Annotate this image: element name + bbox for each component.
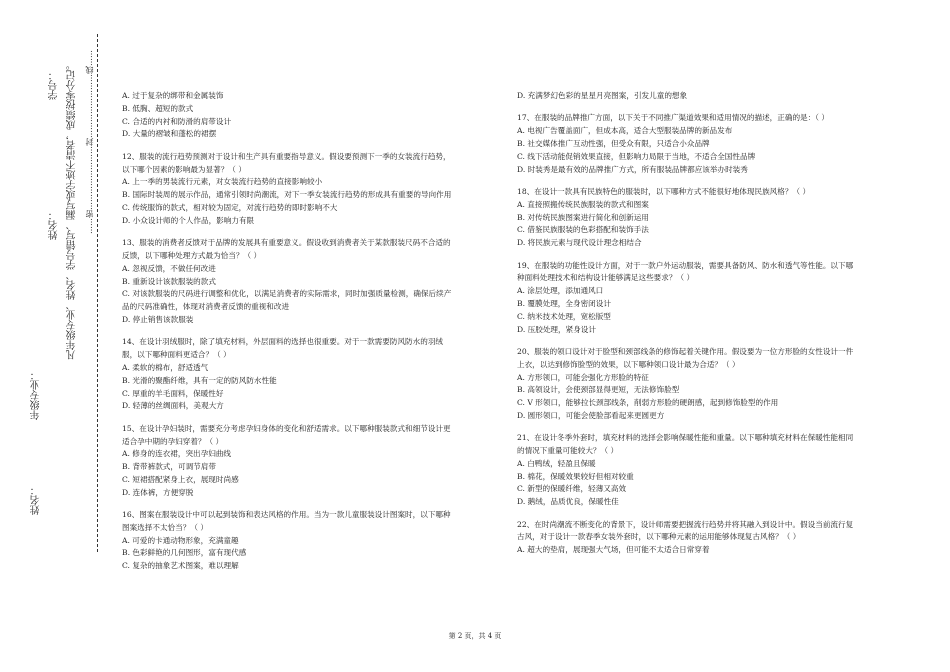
question-block	[122, 90, 452, 141]
answer-option: A. 超大的垫肩，展现强大气场，但可能不太适合日常穿着	[517, 545, 710, 555]
answer-option: C. 合适的内衬和防滑的肩带设计	[122, 116, 232, 126]
binding-notice: 凡年级专业、姓名、学号错写、漏写或字迹不清者，成绩按零分记。	[67, 60, 78, 360]
answer-option: D. 充满梦幻色彩的星星月亮图案，引发儿童的想象	[517, 91, 688, 100]
question-block	[122, 336, 452, 413]
name-label: 姓名：	[31, 485, 42, 515]
answer-option: B. 覆膜处理，全身密闭设计	[517, 298, 611, 308]
question-block	[517, 346, 855, 423]
answer-option: C. V 形领口，能够拉长颈部线条，削弱方形脸的硬朗感，起到修饰脸型的作用	[517, 398, 779, 408]
name-label-2: 姓名：	[49, 210, 60, 240]
answer-option: A. 电视广告覆盖面广，但成本高，适合大型服装品牌的新品发布	[517, 126, 733, 136]
question-stem: 15、在设计孕妇装时，需要充分考虑孕妇身体的变化和舒适需求。以下哪种服装款式和细节设计更适合孕中期的孕妇穿着？（ ）	[122, 423, 451, 446]
answer-option: D. 将民族元素与现代设计理念相结合	[517, 238, 642, 248]
question-stem: 21、在设计冬季外套时，填充材料的选择会影响保暖性能和重量。以下哪种填充材料在保暖性能相同的情况下重量可能较大？（ ）	[517, 433, 854, 456]
answer-option: D. 鹅绒，品质优良，保暖性佳	[517, 497, 619, 507]
binding-dash-line	[97, 34, 98, 552]
answer-option: C. 传统服饰的款式，相对较为固定，对流行趋势的即时影响不大	[122, 202, 338, 212]
answer-option: C. 纳米技术处理，宽松版型	[517, 311, 611, 321]
answer-option: A. 白鸭绒，轻盈且保暖	[517, 458, 596, 468]
question-block	[122, 237, 452, 327]
answer-option: A. 方形领口，可能会强化方形脸的特征	[517, 372, 649, 382]
answer-option: A. 过于复杂的绑带和金属装饰	[122, 91, 224, 100]
answer-option: B. 棉花，保暖效果较好但相对较重	[517, 471, 634, 481]
question-block	[517, 519, 855, 557]
answer-option: C. 借鉴民族服装的色彩搭配和装饰手法	[517, 225, 649, 235]
answer-option: D. 轻薄的丝绸面料，美观大方	[122, 401, 224, 411]
binding-margin	[30, 30, 110, 590]
question-block	[517, 260, 855, 337]
answer-option: A. 柔软的棉布，舒适透气	[122, 362, 209, 372]
answer-option: D. 大量的褶皱和蓬松的裙摆	[122, 129, 217, 139]
answer-option: B. 低胸、超短的款式	[122, 103, 194, 113]
answer-option: A. 忽视反馈，不做任何改进	[122, 263, 216, 273]
answer-option: B. 对传统民族图案进行简化和创新运用	[517, 212, 649, 222]
answer-option: D. 小众设计师的个人作品，影响力有限	[122, 215, 255, 225]
answer-option: C. 线下活动能促销效果直接，但影响力局限于当地，不适合全国性品牌	[517, 151, 756, 161]
answer-option: B. 国际时装周的展示作品，通常引领时尚潮流，对下一季女装流行趋势的形成具有重要的导向作用	[122, 190, 452, 200]
question-block	[517, 112, 855, 176]
answer-option: A. 可爱的卡通动物形象，充满童趣	[122, 535, 239, 545]
question-stem: 16、图案在服装设计中可以起到装饰和表达风格的作用。当为一款儿童服装设计图案时，以下哪种图案选择不太恰当？（ ）	[122, 510, 451, 532]
answer-option: D. 圆形领口，可能会使脸部看起来更圆更方	[517, 410, 665, 420]
page-footer: 第 2 页，共 4 页	[448, 632, 502, 640]
question-stem: 20、服装的领口设计对于脸型和颈部线条的修饰起着关键作用。假设要为一位方形脸的女性设计一件上衣，以达到修饰脸型的效果，以下哪种领口设计最为合适？（ ）	[517, 346, 854, 369]
answer-option: B. 社交媒体推广互动性强，但受众有限，只适合小众品牌	[517, 138, 710, 148]
answer-option: A. 修身的连衣裙，突出孕妇曲线	[122, 449, 232, 459]
question-stem: 13、服装的消费者反馈对于品牌的发展具有重要意义。假设收到消费者关于某款服装尺码不合适的反馈，以下哪种处理方式最为恰当？（ ）	[122, 238, 451, 260]
answer-option: C. 厚重的羊毛面料，保暖性好	[122, 388, 224, 398]
question-block	[122, 151, 452, 228]
seal-line: ……密……………………封……………………线……	[85, 50, 94, 234]
answer-option: C. 新型的保暖纤维，轻薄又高效	[517, 484, 627, 494]
student-id-label: 学号：	[49, 70, 60, 100]
question-stem: 18、在设计一款具有民族特色的服装时，以下哪种方式不能很好地体现民族风格？（ ）	[517, 186, 811, 196]
answer-option: D. 压胶处理，紧身设计	[517, 324, 596, 334]
question-stem: 12、服装的流行趋势预测对于设计和生产具有重要指导意义。假设要预测下一季的女装流行趋势，以下哪个因素的影响最为显著？（ ）	[122, 151, 451, 174]
answer-option: B. 重新设计该款服装的款式	[122, 276, 216, 286]
answer-option: B. 高领设计，会使颈部显得更短，无法修饰脸型	[517, 385, 680, 395]
question-block	[122, 423, 452, 500]
answer-option: B. 色彩鲜艳的几何图形，富有现代感	[122, 548, 247, 558]
answer-option: D. 停止销售该款服装	[122, 314, 194, 324]
question-block	[517, 432, 855, 509]
answer-option: B. 背带裤款式，可调节肩带	[122, 462, 216, 472]
answer-option: B. 光滑的聚酯纤维，具有一定的防风防水性能	[122, 375, 277, 385]
grade-major-label: 年级专业：	[31, 370, 42, 420]
question-stem: 17、在服装的品牌推广方面，以下关于不同推广渠道效果和适用情况的描述，正确的是：（ ）	[517, 113, 830, 123]
answer-option: A. 上一季的男装流行元素，对女装流行趋势的直接影响较小	[122, 177, 323, 187]
question-block	[517, 90, 855, 103]
answer-option: C. 对该款服装的尺码进行调整和优化，以满足消费者的实际需求，同时加强质量检测，确保后续产品的尺码准确性，体现对消费者反馈的重视和改进	[122, 289, 452, 312]
answer-option: A. 涂层处理，添加通风口	[517, 286, 604, 296]
answer-option: D. 连体裤，方便穿脱	[122, 487, 194, 497]
left-column	[122, 90, 452, 583]
question-block	[122, 509, 452, 573]
answer-option: C. 复杂的抽象艺术图案，难以理解	[122, 561, 239, 571]
answer-option: C. 短裙搭配紧身上衣，展现时尚感	[122, 474, 239, 484]
question-stem: 19、在服装的功能性设计方面，对于一款户外运动服装，需要具备防风、防水和透气等性能。以下哪种面料处理技术和结构设计能够满足这些要求？（ ）	[517, 260, 854, 283]
question-block	[517, 186, 855, 250]
question-stem: 22、在时尚潮流不断变化的背景下，设计师需要把握流行趋势并将其融入到设计中。假设当前流行复古风，对于设计一款春季女装外套时，以下哪种元素的运用能够体现复古风格？（ ）	[517, 519, 854, 542]
right-column	[517, 90, 855, 567]
answer-option: D. 时装秀是最有效的品牌推广方式，所有服装品牌都应该举办时装秀	[517, 164, 748, 174]
answer-option: A. 直接照搬传统民族服装的款式和图案	[517, 199, 649, 209]
question-stem: 14、在设计羽绒服时，除了填充材料，外层面料的选择也很重要。对于一款需要防风防水的羽绒服，以下哪种面料更适合？（ ）	[122, 337, 444, 360]
